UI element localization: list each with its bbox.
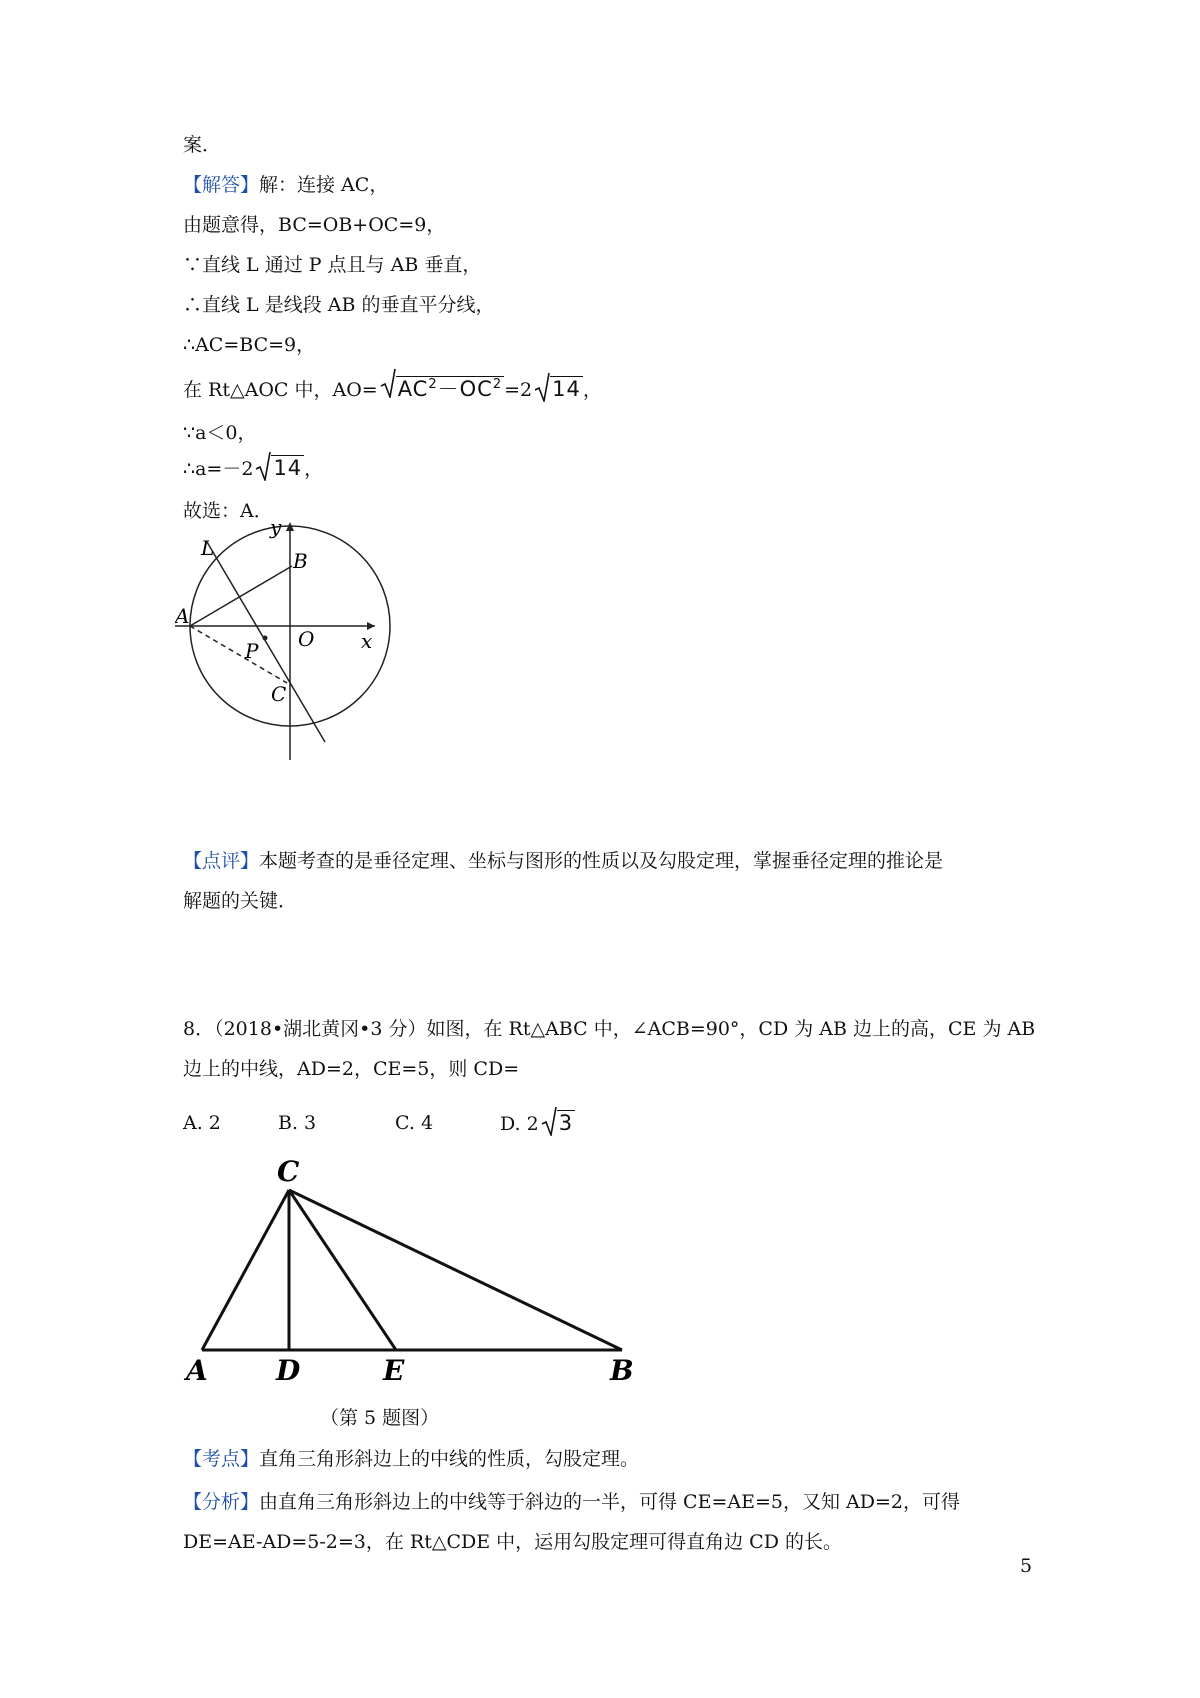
text-line-1: 案． xyxy=(183,134,222,156)
question-8-line-2: 边上的中线，AD=2，CE=5，则 CD= xyxy=(183,1058,520,1080)
label-l: L xyxy=(201,536,215,560)
text-line-7: 在 Rt△AOC 中，AO= $AC^2-OC^2 =2$ 14 ， xyxy=(183,372,602,403)
circle-coordinate-figure xyxy=(175,520,410,770)
text-line-9: ∴a=－2 14 ， xyxy=(183,455,323,482)
label-d2: D xyxy=(276,1354,301,1387)
segment-cb-side xyxy=(289,1190,622,1350)
segment-ab xyxy=(190,566,292,626)
analysis-line-2: DE=AE-AD=5-2=3，在 Rt△CDE 中，运用勾股定理可得直角边 CD 的长。 xyxy=(183,1531,842,1553)
segment-ac xyxy=(190,626,287,683)
segment-ac-side xyxy=(202,1190,289,1350)
option-a: A. 2 xyxy=(183,1112,221,1134)
question-8-line-1: 8．（2018•湖北黄冈•3 分）如图，在 Rt△ABC 中，∠ACB=90°，CD 为 AB 边上的高，CE 为 AB xyxy=(183,1018,1036,1040)
label-x: x xyxy=(361,629,373,653)
label-p: P xyxy=(245,639,259,663)
text-line-8: ∵a＜0， xyxy=(183,422,257,444)
label-c2: C xyxy=(277,1155,300,1188)
label-b2: B xyxy=(610,1354,634,1387)
label-a: A xyxy=(175,604,190,628)
comment-tag: 【点评】 xyxy=(183,850,260,872)
segment-ce-median xyxy=(289,1190,396,1350)
answer-tag: 【解答】 xyxy=(183,174,260,196)
text-line-6: ∴AC=BC=9， xyxy=(183,334,316,356)
keypoint-tag: 【考点】 xyxy=(183,1448,260,1470)
sqrt-3: 3 xyxy=(541,1110,575,1137)
label-o: O xyxy=(298,627,315,651)
text-line-10: 故选：A． xyxy=(183,500,273,522)
label-b: B xyxy=(293,549,308,573)
analysis-tag: 【分析】 xyxy=(183,1491,260,1513)
right-triangle-figure xyxy=(180,1145,650,1390)
text-line-5: ∴直线 L 是线段 AB 的垂直平分线， xyxy=(183,294,495,316)
option-c: C. 4 xyxy=(395,1112,434,1134)
option-d: D. 2 3 xyxy=(500,1110,575,1137)
text-line-3: 由题意得，BC=OB+OC=9， xyxy=(183,214,446,236)
label-e2: E xyxy=(383,1354,405,1387)
text-line-12: 解题的关键． xyxy=(183,890,298,912)
label-y: y xyxy=(270,520,282,539)
figure-caption: （第 5 题图） xyxy=(320,1407,440,1429)
point-p xyxy=(263,636,268,641)
option-b: B. 3 xyxy=(278,1112,317,1134)
keypoint-line: 【考点】直角三角形斜边上的中线的性质，勾股定理。 xyxy=(183,1448,640,1470)
page-number: 5 xyxy=(1020,1555,1033,1577)
comment-line: 【点评】本题考查的是垂径定理、坐标与图形的性质以及勾股定理，掌握垂径定理的推论是 xyxy=(183,850,944,872)
sqrt-14-b: 14 xyxy=(255,455,304,482)
analysis-line-1: 【分析】由直角三角形斜边上的中线等于斜边的一半，可得 CE=AE=5，又知 AD=2，可得 xyxy=(183,1491,960,1513)
answer-line: 【解答】解：连接 AC， xyxy=(183,174,389,196)
sqrt-ac-oc: $AC^2-OC^2$ xyxy=(380,372,504,403)
text-line-4: ∵直线 L 通过 P 点且与 AB 垂直， xyxy=(183,254,482,276)
sqrt-14: 14 xyxy=(534,376,583,403)
label-a2: A xyxy=(186,1354,208,1387)
label-c: C xyxy=(271,682,287,706)
